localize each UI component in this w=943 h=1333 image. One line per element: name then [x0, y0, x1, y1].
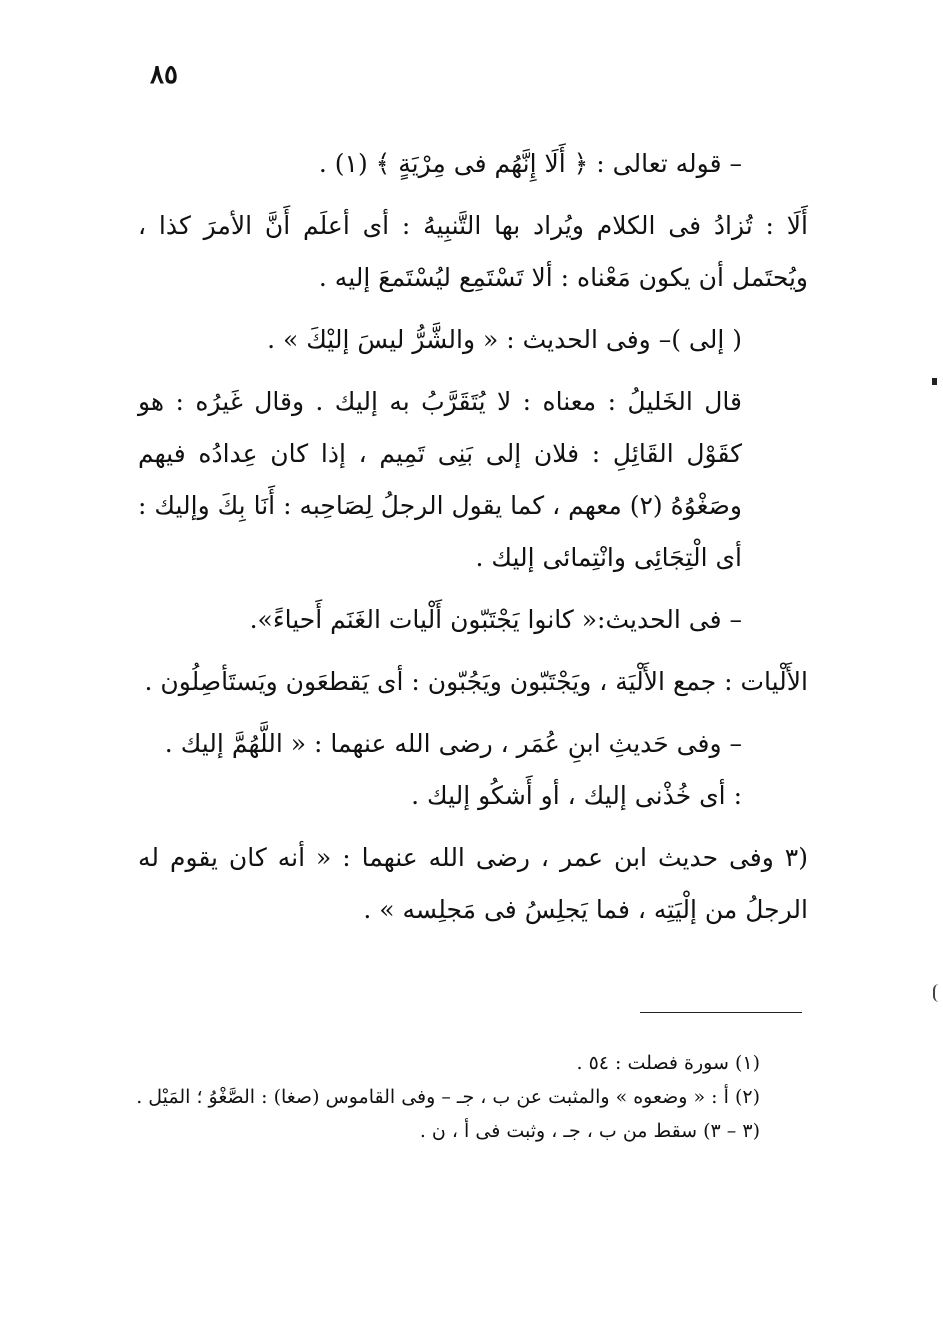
main-text [138, 138, 808, 936]
footnotes [128, 1046, 802, 1148]
margin-mark [932, 378, 937, 385]
paragraph: : أى خُذْنى إليك ، أو أَشكُو إليك . [411, 781, 742, 810]
footnote: (٢) أ : « وضعوه » والمثبت عن ب ، جـ – وفى القاموس (صغا) : الصَّغْوُ ؛ المَيْل . [136, 1086, 760, 1108]
hadith-paragraph: – فى الحديث:« كانوا يَجْتَبّون أَلْيات الغَنَم أَحياءً». [249, 605, 742, 634]
margin-mark [933, 984, 939, 1002]
footnote: (١) سورة فصلت : ٥٤ . [576, 1052, 760, 1074]
verse-paragraph: – قوله تعالى : ﴿ أَلَا إِنَّهُم فى مِرْيَةٍ ﴾ (١) . [318, 149, 742, 178]
paragraph: أَلَا : تُزادُ فى الكلام ويُراد بها التَّنبِيهُ : أى أعلَم أَنَّ الأمرَ كذا ، ويُحتَمل أن يكون مَعْناه : ألا تَسْتَمِع ليُسْتَمعَ إليه . [138, 211, 808, 292]
paragraph: قال الخَليلُ : معناه : لا يُتَقَرَّبُ به إليك . وقال غَيرُه : هو كقَوْل القَائِلِ : فلان إلى بَنِى تَمِيم ، إذا كان عِدادُه فيهم وصَغْوُهُ (٢) معهم ، كما يقول الرجلُ لِصَاحِبه : أَنَا بِكَ وإليك : أى الْتِجَائِى وانْتِمائى إليك . [138, 387, 742, 572]
paragraph: (٣ وفى حديث ابن عمر ، رضى الله عنهما : « أنه كان يقوم له الرجلُ من إلْيَتِه ، فما يَجلِسُ فى مَجلِسه » . [138, 843, 808, 924]
hadith-heading: ( إلى )– وفى الحديث : « والشَّرُّ ليسَ إليْكَ » . [267, 325, 742, 354]
paragraph: الأَلْيات : جمع الأَلْيَة ، ويَجْتَبّون ويَجُبّون : أى يَقطعَون ويَستَأصِلُون . [144, 667, 808, 696]
hadith-paragraph: – وفى حَديثِ ابنِ عُمَر ، رضى الله عنهما : « اللَّهُمَّ إليك . [164, 729, 742, 758]
footnote-separator [640, 1012, 802, 1013]
footnote: (٣ – ٣) سقط من ب ، جـ ، وثبت فى أ ، ن . [419, 1120, 760, 1142]
page-number: ٨٥ [150, 60, 178, 90]
